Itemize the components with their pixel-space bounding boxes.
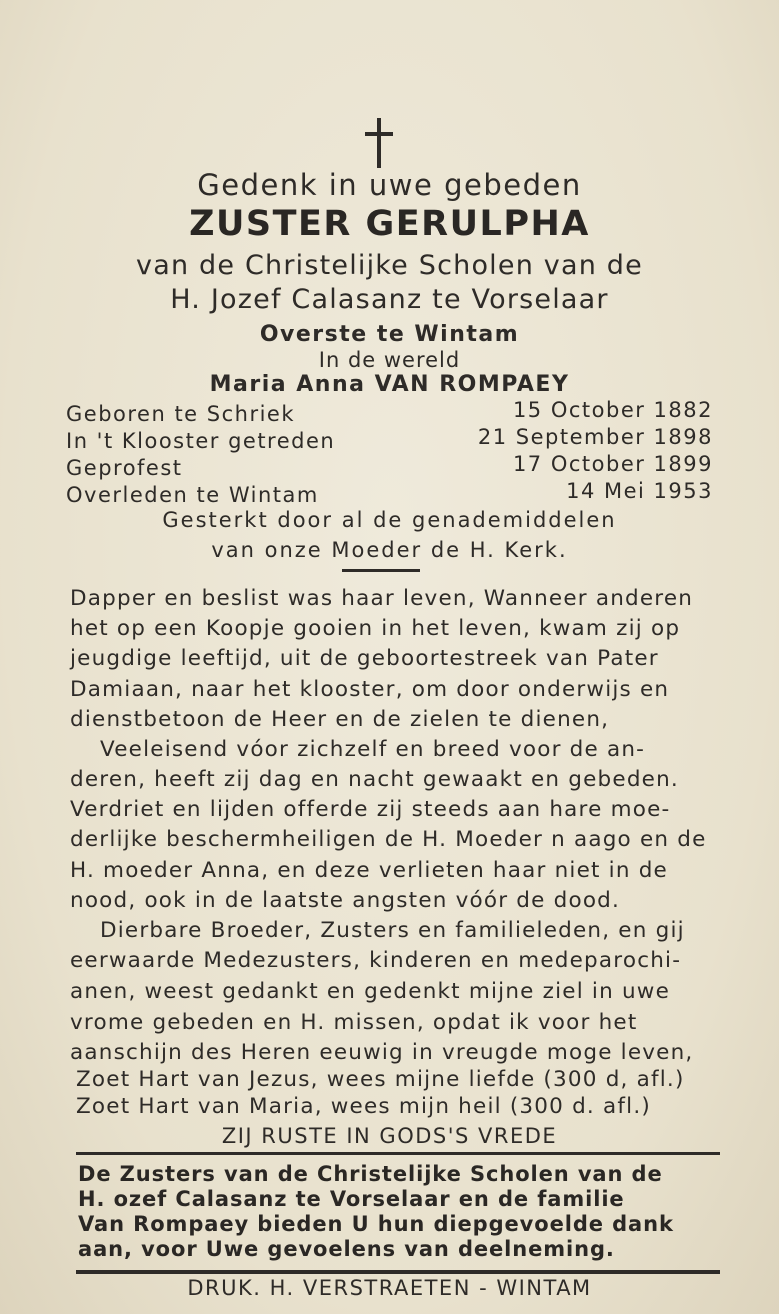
remember-heading: Gedenk in uwe gebeden <box>197 168 582 202</box>
date-label: Geprofest <box>66 456 183 480</box>
divider <box>76 1270 720 1274</box>
strengthened-line-1: Gesterkt door al de genademiddelen <box>162 508 617 532</box>
body-line: H. moeder Anna, en deze verlieten haar niet in de <box>70 858 668 883</box>
body-line: nood, ook in de laatste angsten vóór de dood. <box>70 888 621 913</box>
body-line: Verdriet en lijden offerde zij steeds aan hare moe- <box>70 797 671 822</box>
date-label: Geboren te Schriek <box>66 402 296 426</box>
role-line: Overste te Wintam <box>259 322 520 347</box>
date-value: 17 October 1899 <box>512 452 713 476</box>
body-line: Zoet Hart van Maria, wees mijn heil (300 d. afl.) <box>76 1094 651 1119</box>
strengthened-line-2: van onze Moeder de H. Kerk. <box>211 538 568 562</box>
thanks-line: aan, voor Uwe gevoelens van deelneming. <box>78 1237 615 1261</box>
congregation-line-1: van de Christelijke Scholen van de <box>136 250 643 281</box>
date-value: 15 October 1882 <box>512 398 713 422</box>
body-line: aanschijn des Heren eeuwig in vreugde moge leven, <box>70 1040 694 1065</box>
divider <box>342 569 420 572</box>
divider <box>76 1152 720 1155</box>
body-line: Veeleisend vóor zichzelf en breed voor de an- <box>100 737 646 762</box>
date-label: Overleden te Wintam <box>66 483 319 507</box>
thanks-line: Van Rompaey bieden U hun diepgevoelde dank <box>78 1212 674 1236</box>
date-value: 14 Mei 1953 <box>566 479 713 503</box>
body-line: derlijke beschermheiligen de H. Moeder n aago en de <box>70 827 707 852</box>
body-line: anen, weest gedankt en gedenkt mijne ziel in uwe <box>70 979 670 1004</box>
printer-credit: DRUK. H. VERSTRAETEN - WINTAM <box>187 1276 592 1300</box>
world-label: In de wereld <box>318 348 461 372</box>
date-label: In 't Klooster getreden <box>66 429 336 453</box>
thanks-line: De Zusters van de Christelijke Scholen van de <box>78 1162 663 1186</box>
body-line: Zoet Hart van Jezus, wees mijne liefde (300 d, afl.) <box>76 1067 685 1092</box>
body-line: deren, heeft zij dag en nacht gewaakt en gebeden. <box>70 767 679 792</box>
date-value: 21 September 1898 <box>477 425 713 449</box>
birth-name: Maria Anna VAN ROMPAEY <box>209 372 570 397</box>
rest-in-peace: ZIJ RUSTE IN GODS'S VREDE <box>221 1124 558 1148</box>
body-line: jeugdige leeftijd, uit de geboortestreek van Pater <box>70 646 659 671</box>
body-line: Dierbare Broeder, Zusters en familieleden, en gij <box>100 918 685 943</box>
body-line: vrome gebeden en H. missen, opdat ik voor het <box>70 1010 638 1035</box>
body-line: dienstbetoon de Heer en de zielen te dienen, <box>70 707 610 732</box>
body-line: Dapper en beslist was haar leven, Wanneer anderen <box>70 586 694 611</box>
thanks-line: H. ozef Calasanz te Vorselaar en de familie <box>78 1187 625 1211</box>
congregation-line-2: H. Jozef Calasanz te Vorselaar <box>170 284 609 315</box>
cross-icon <box>362 118 396 168</box>
body-line: het op een Koopje gooien in het leven, kwam zij op <box>70 616 681 641</box>
religious-name: ZUSTER GERULPHA <box>189 204 590 244</box>
body-line: eerwaarde Medezusters, kinderen en medeparochi- <box>70 948 682 973</box>
body-line: Damiaan, naar het klooster, om door onderwijs en <box>70 677 670 702</box>
